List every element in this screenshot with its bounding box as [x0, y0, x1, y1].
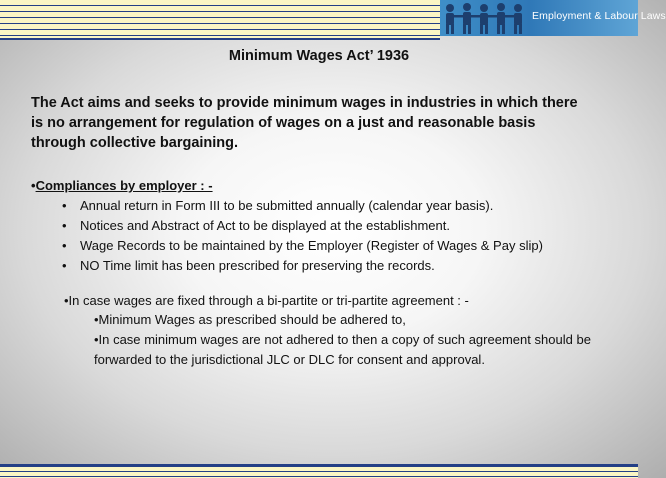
agreement-point: •Minimum Wages as prescribed should be adhered to, — [94, 312, 406, 327]
footer-stripes — [0, 464, 638, 478]
intro-paragraph: The Act aims and seeks to provide minimum wages in industries in which there is no arrangement for regulation of wages on a just and reasonable basis through collective bargaining. — [31, 95, 578, 151]
list-item: • Wage Records to be maintained by the Employer (Register of Wages & Pay slip) — [62, 236, 622, 256]
compliances-list — [62, 196, 622, 276]
logo-text: Employment & Labour Laws — [532, 10, 666, 22]
slide-title: Minimum Wages Act’ 1936 — [228, 48, 410, 64]
compliances-heading-text: Compliances by employer : - — [35, 178, 213, 193]
compliances-heading — [31, 178, 213, 193]
list-item: • Annual return in Form III to be submitted annually (calendar year basis). — [62, 196, 622, 216]
list-item: • NO Time limit has been prescribed for preserving the records. — [62, 256, 622, 276]
agreement-heading: •In case wages are fixed through a bi-partite or tri-partite agreement : - — [64, 293, 469, 308]
compliances-bullet: • — [31, 178, 36, 193]
list-item: • Notices and Abstract of Act to be displayed at the establishment. — [62, 216, 622, 236]
agreement-point: •In case minimum wages are not adhered to then a copy of such agreement should be forwarded to the jurisdictional JLC or DLC for consent and approval. — [94, 332, 591, 367]
